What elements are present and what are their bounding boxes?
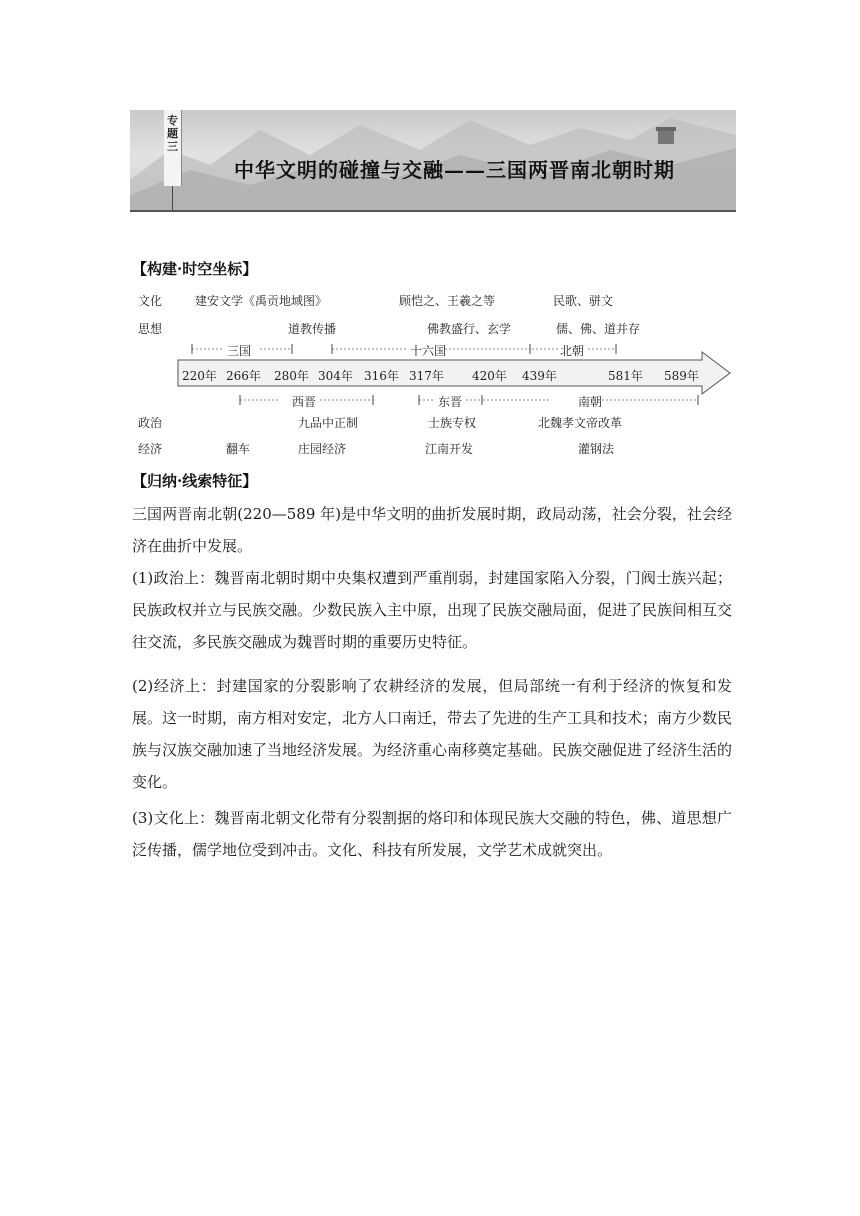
year-tick-label: 581年 bbox=[608, 369, 643, 383]
banner-divider bbox=[172, 186, 173, 210]
culture-paragraph: (3)文化上：魏晋南北朝文化带有分裂割据的烙印和体现民族大交融的特色，佛、道思想广泛传播，儒学地位受到冲击。文化、科技有所发展，文学艺术成就突出。 bbox=[132, 809, 732, 859]
culture-item: 民歌、骈文 bbox=[553, 294, 614, 308]
chapter-title: 中华文明的碰撞与交融——三国两晋南北朝时期 bbox=[234, 158, 675, 182]
period-label: 十六国 bbox=[410, 344, 447, 358]
politics-item: 士族专权 bbox=[428, 416, 477, 430]
year-tick-label: 589年 bbox=[664, 369, 699, 383]
intro-paragraph: 三国两晋南北朝(220—589 年)是中华文明的曲折发展时期，政局动荡，社会分裂，社会经济在曲折中发展。 bbox=[132, 505, 732, 555]
period-label: 东晋 bbox=[438, 395, 463, 409]
row-label-economy: 经济 bbox=[138, 442, 163, 456]
economy-item: 翻车 bbox=[226, 442, 251, 456]
period-label: 西晋 bbox=[292, 395, 317, 409]
thought-item: 道教传播 bbox=[288, 322, 337, 336]
year-tick-label: 220年 bbox=[182, 369, 217, 383]
chapter-tag: 专题三 bbox=[164, 110, 182, 186]
thought-item: 佛教盛行、玄学 bbox=[427, 322, 512, 336]
section-heading-summary: 【归纳·线索特征】 bbox=[132, 472, 258, 490]
year-tick-label: 317年 bbox=[409, 369, 444, 383]
culture-item: 顾恺之、王羲之等 bbox=[399, 294, 496, 308]
year-tick-label: 420年 bbox=[472, 369, 507, 383]
politics-item: 北魏孝文帝改革 bbox=[538, 416, 623, 430]
thought-item: 儒、佛、道并存 bbox=[556, 322, 641, 336]
politics-paragraph: (1)政治上：魏晋南北朝时期中央集权遭到严重削弱，封建国家陷入分裂，门阀士族兴起；民族政权并立与民族交融。少数民族入主中原，出现了民族交融局面，促进了民族间相互交往交流，多民族交融成为魏晋时期的重要历史特征。 bbox=[132, 569, 733, 651]
year-tick-label: 304年 bbox=[318, 369, 353, 383]
economy-item: 江南开发 bbox=[425, 442, 474, 456]
row-label-culture: 文化 bbox=[138, 294, 163, 308]
economy-paragraph: (2)经济上：封建国家的分裂影响了农耕经济的发展，但局部统一有利于经济的恢复和发展。这一时期，南方相对安定，北方人口南迁，带去了先进的生产工具和技术；南方少数民族与汉族交融加速了当地经济发展。为经济重心南移奠定基础。民族交融促进了经济生活的变化。 bbox=[132, 677, 733, 791]
economy-item: 灌钢法 bbox=[578, 442, 615, 456]
row-label-thought: 思想 bbox=[138, 322, 163, 336]
period-label: 北朝 bbox=[560, 344, 585, 358]
year-tick-label: 316年 bbox=[364, 369, 399, 383]
chapter-banner bbox=[130, 110, 736, 212]
period-label: 三国 bbox=[227, 344, 252, 358]
year-tick-label: 266年 bbox=[226, 369, 261, 383]
economy-item: 庄园经济 bbox=[298, 442, 347, 456]
politics-item: 九品中正制 bbox=[298, 416, 359, 430]
year-tick-label: 439年 bbox=[522, 369, 557, 383]
year-tick-label: 280年 bbox=[274, 369, 309, 383]
section-heading-timeline: 【构建·时空坐标】 bbox=[132, 260, 258, 278]
culture-item: 建安文学《禹贡地域图》 bbox=[195, 294, 328, 308]
row-label-politics: 政治 bbox=[138, 416, 163, 430]
period-label: 南朝 bbox=[578, 395, 603, 409]
